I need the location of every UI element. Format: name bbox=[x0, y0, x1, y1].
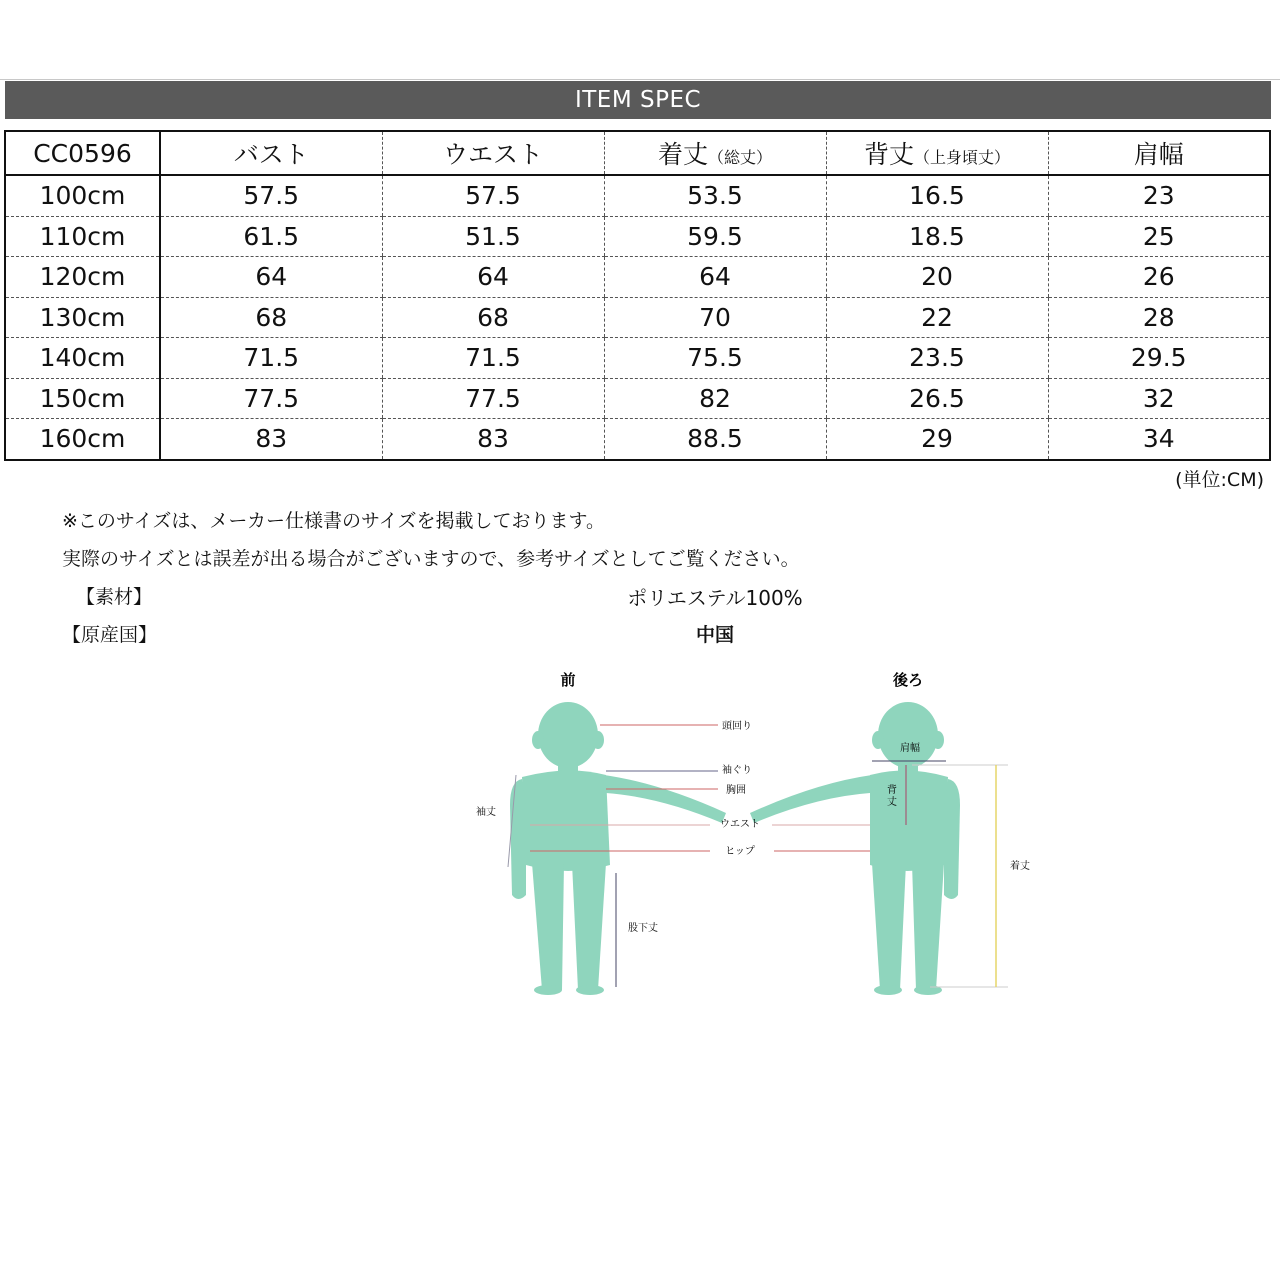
table-cell: 32 bbox=[1048, 378, 1270, 419]
table-cell: 83 bbox=[160, 419, 382, 460]
table-cell: 64 bbox=[160, 257, 382, 298]
header-length: 着丈（総丈） bbox=[604, 131, 826, 175]
material-value: ポリエステル100% bbox=[627, 586, 803, 610]
header-shoulder: 肩幅 bbox=[1048, 131, 1270, 175]
back-figure bbox=[750, 702, 960, 995]
table-cell: 18.5 bbox=[826, 216, 1048, 257]
header-waist: ウエスト bbox=[382, 131, 604, 175]
origin-label: 【原産国】 bbox=[62, 624, 158, 646]
table-row bbox=[5, 338, 1270, 379]
table-cell: 82 bbox=[604, 378, 826, 419]
table-cell: 26.5 bbox=[826, 378, 1048, 419]
table-row bbox=[5, 257, 1270, 298]
front-figure bbox=[510, 702, 726, 995]
header-bust: バスト bbox=[160, 131, 382, 175]
size-note-1: ※このサイズは、メーカー仕様書のサイズを掲載しております。 bbox=[62, 510, 605, 532]
table-cell: 51.5 bbox=[382, 216, 604, 257]
table-cell: 68 bbox=[382, 297, 604, 338]
table-row bbox=[5, 216, 1270, 257]
table-cell: 23.5 bbox=[826, 338, 1048, 379]
table-cell: 28 bbox=[1048, 297, 1270, 338]
table-row bbox=[5, 175, 1270, 216]
size-cell: 120cm bbox=[5, 257, 160, 298]
size-spec-table bbox=[4, 130, 1271, 461]
table-cell: 53.5 bbox=[604, 175, 826, 216]
shoulder-label: 肩幅 bbox=[900, 743, 920, 754]
table-cell: 57.5 bbox=[382, 175, 604, 216]
table-cell: 29.5 bbox=[1048, 338, 1270, 379]
head-label: 頭回り bbox=[722, 721, 752, 732]
table-cell: 71.5 bbox=[160, 338, 382, 379]
table-cell: 88.5 bbox=[604, 419, 826, 460]
table-cell: 23 bbox=[1048, 175, 1270, 216]
hip-label: ヒップ bbox=[725, 846, 755, 857]
table-cell: 61.5 bbox=[160, 216, 382, 257]
chest-label: 胸囲 bbox=[726, 785, 746, 796]
table-cell: 64 bbox=[604, 257, 826, 298]
table-cell: 29 bbox=[826, 419, 1048, 460]
table-cell: 22 bbox=[826, 297, 1048, 338]
table-cell: 57.5 bbox=[160, 175, 382, 216]
table-cell: 71.5 bbox=[382, 338, 604, 379]
total-length-label: 着丈 bbox=[1010, 861, 1030, 872]
table-cell: 68 bbox=[160, 297, 382, 338]
table-cell: 64 bbox=[382, 257, 604, 298]
size-cell: 160cm bbox=[5, 419, 160, 460]
sleeve-label: 袖丈 bbox=[476, 807, 496, 818]
size-cell: 150cm bbox=[5, 378, 160, 419]
size-note-2: 実際のサイズとは誤差が出る場合がございますので、参考サイズとしてご覧ください。 bbox=[62, 548, 800, 570]
table-cell: 16.5 bbox=[826, 175, 1048, 216]
front-label: 前 bbox=[560, 671, 576, 689]
back-label: 後ろ bbox=[892, 671, 924, 689]
table-cell: 25 bbox=[1048, 216, 1270, 257]
back-length-label-2: 丈 bbox=[887, 797, 897, 808]
inseam-label: 股下丈 bbox=[628, 923, 658, 934]
header-model-code: CC0596 bbox=[5, 131, 160, 175]
unit-label: (単位:CM) bbox=[1175, 469, 1264, 491]
measurement-diagram bbox=[460, 665, 1060, 1010]
item-spec-header: ITEM SPEC bbox=[5, 81, 1271, 119]
table-header-row bbox=[5, 131, 1270, 175]
waist-label: ウエスト bbox=[720, 819, 760, 830]
table-cell: 34 bbox=[1048, 419, 1270, 460]
table-row bbox=[5, 419, 1270, 460]
table-cell: 20 bbox=[826, 257, 1048, 298]
size-cell: 140cm bbox=[5, 338, 160, 379]
size-cell: 130cm bbox=[5, 297, 160, 338]
header-back-length: 背丈（上身頃丈） bbox=[826, 131, 1048, 175]
material-label: 【素材】 bbox=[76, 586, 153, 608]
size-cell: 110cm bbox=[5, 216, 160, 257]
table-cell: 59.5 bbox=[604, 216, 826, 257]
table-cell: 70 bbox=[604, 297, 826, 338]
table-row bbox=[5, 297, 1270, 338]
table-cell: 26 bbox=[1048, 257, 1270, 298]
armhole-label: 袖ぐり bbox=[722, 765, 752, 776]
table-row bbox=[5, 378, 1270, 419]
table-cell: 77.5 bbox=[382, 378, 604, 419]
size-cell: 100cm bbox=[5, 175, 160, 216]
table-cell: 75.5 bbox=[604, 338, 826, 379]
table-cell: 83 bbox=[382, 419, 604, 460]
table-cell: 77.5 bbox=[160, 378, 382, 419]
origin-value: 中国 bbox=[695, 624, 734, 646]
back-length-label-1: 背 bbox=[887, 785, 897, 796]
top-divider bbox=[0, 79, 1280, 80]
